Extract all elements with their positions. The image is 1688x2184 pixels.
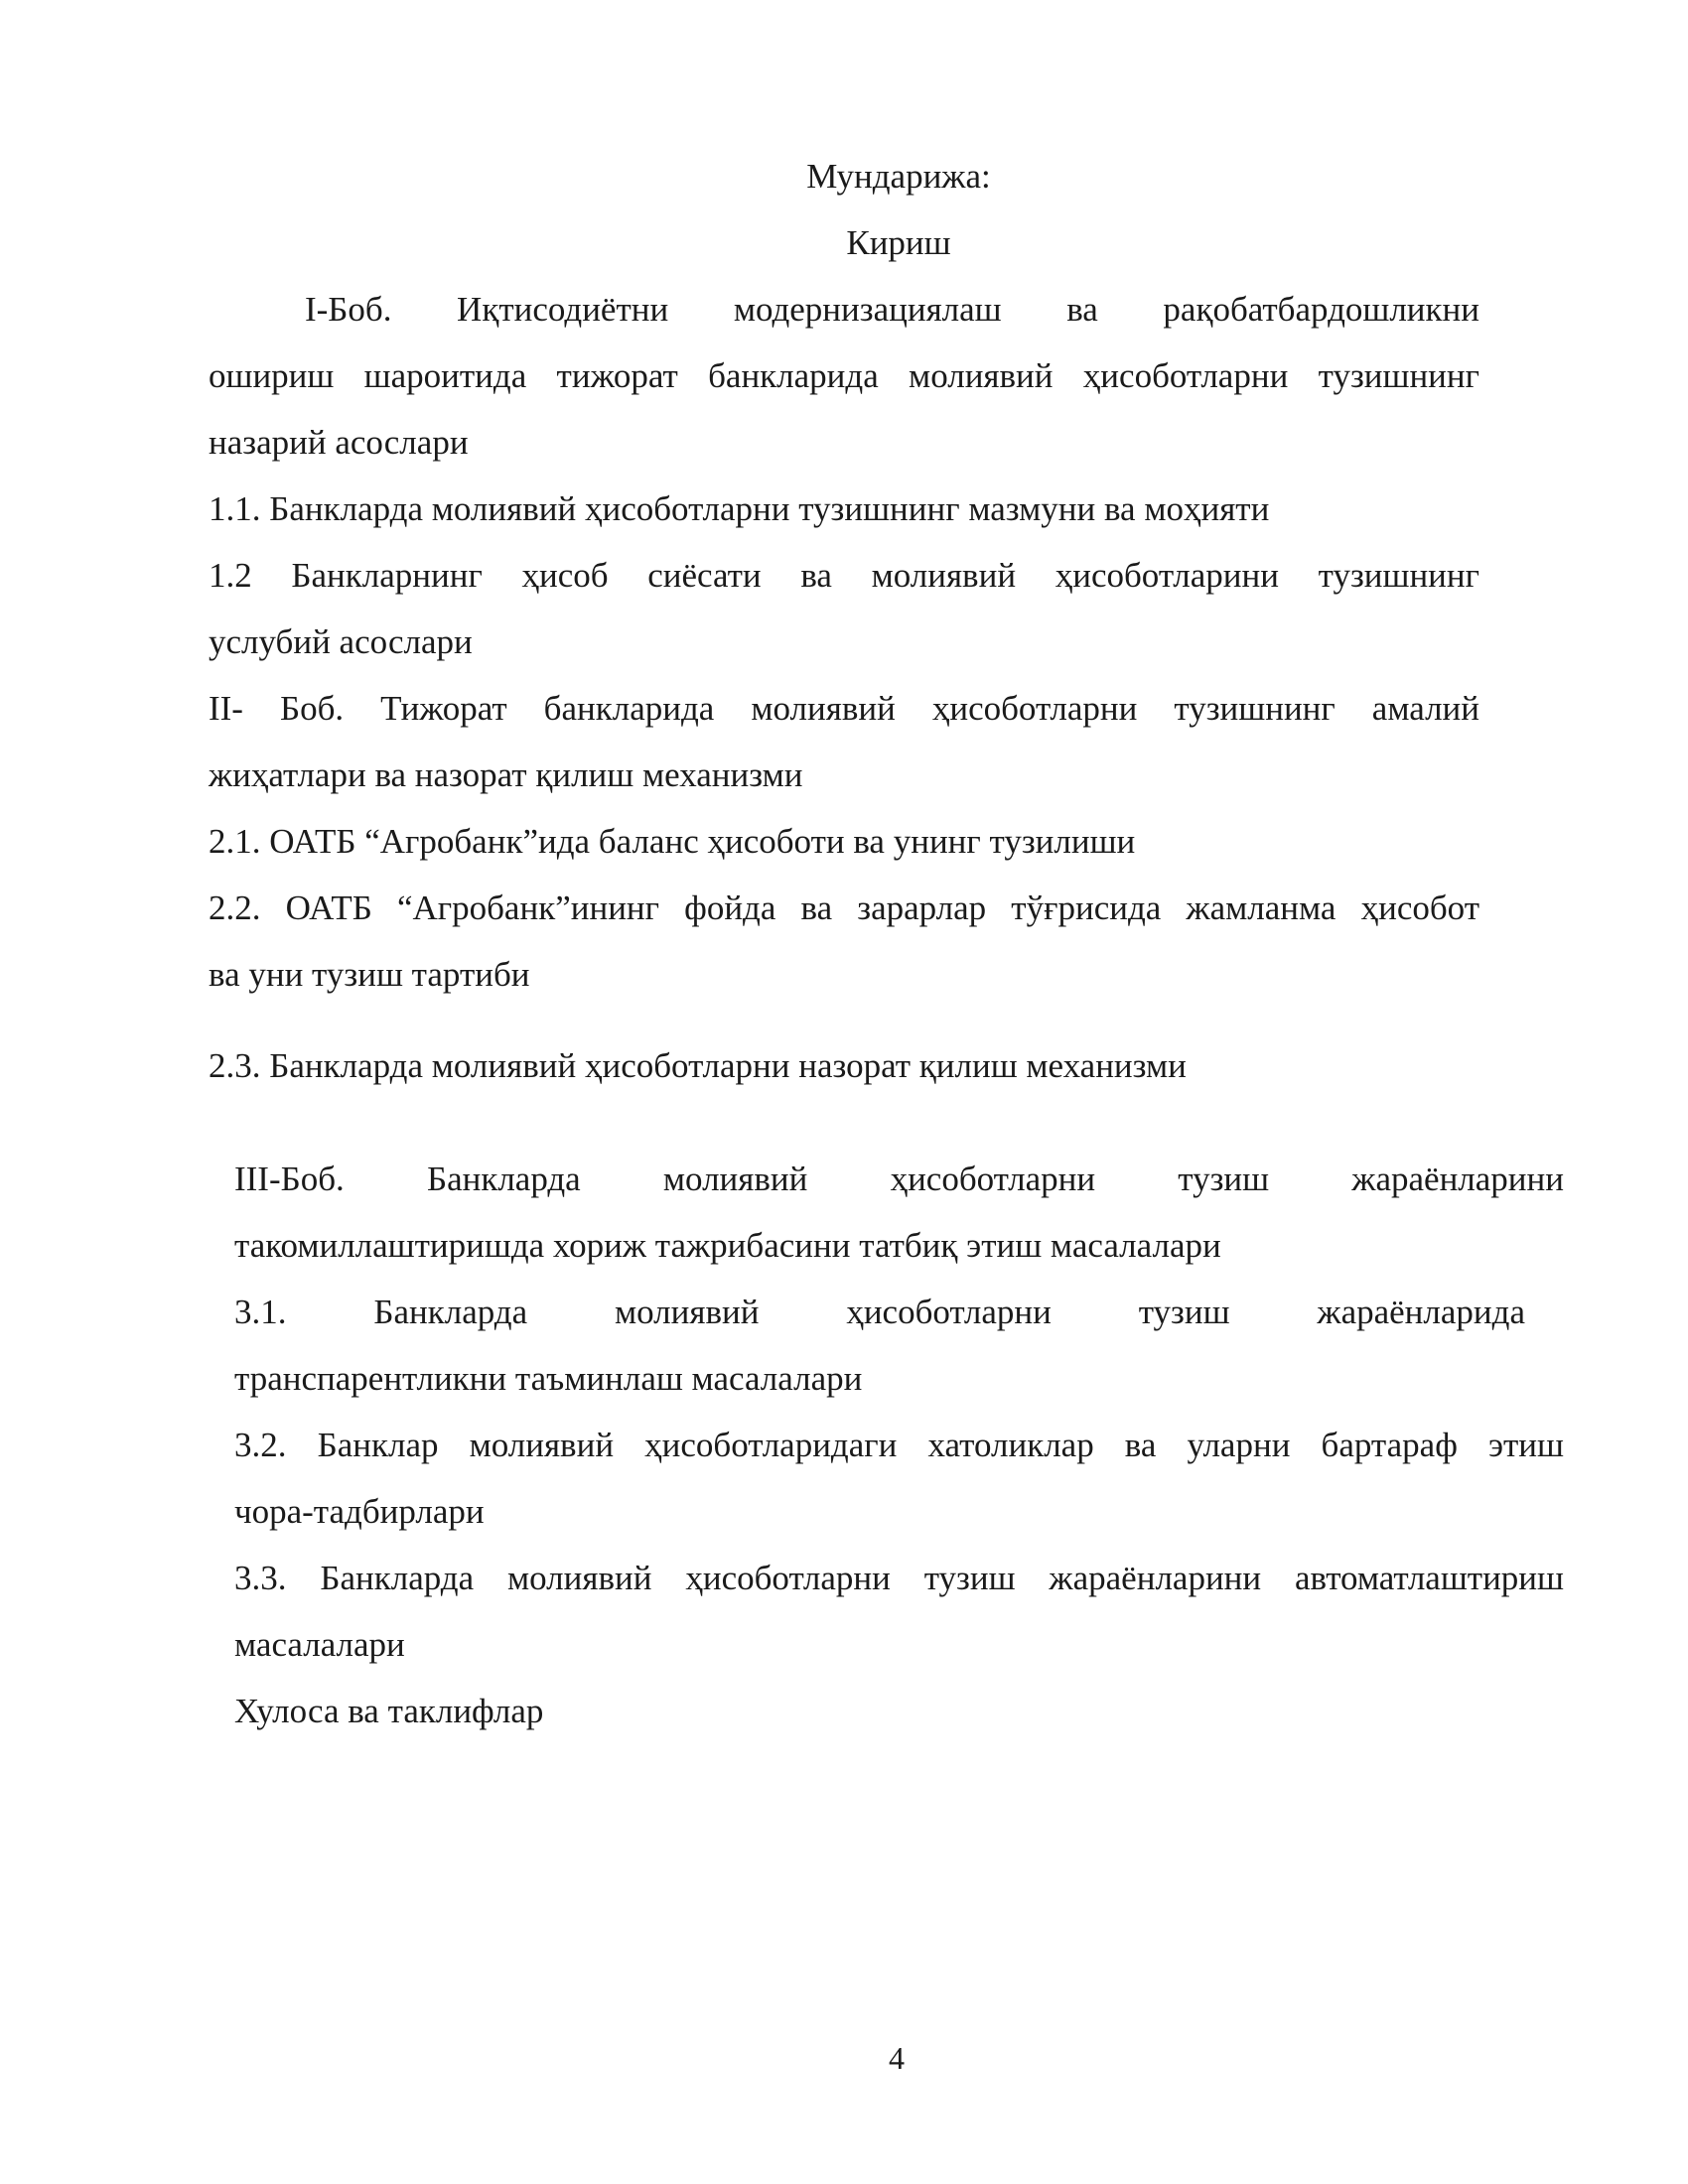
toc-chapter-1-line-2: ошириш шароитида тижорат банкларида молиявий ҳисоботларни тузишнинг — [209, 356, 1479, 395]
page-number: 4 — [889, 2040, 905, 2076]
toc-chapter-2-line-2: жиҳатлари ва назорат қилиш механизми — [209, 755, 803, 794]
toc-section-3-2-line-1: 3.2. Банклар молиявий ҳисоботларидаги хатоликлар ва уларни бартараф этиш — [234, 1426, 1564, 1464]
toc-chapter-1-line-1: I-Боб. Иқтисодиётни модернизациялаш ва рақобатбардошликни — [305, 290, 1479, 329]
toc-chapter-3-line-1: III-Боб. Банкларда молиявий ҳисоботларни тузиш жараёнларини — [234, 1160, 1564, 1198]
toc-chapter-3-line-2: такомиллаштиришда хориж тажрибасини татбиқ этиш масалалари — [234, 1226, 1221, 1265]
toc-section-3-3-line-2: масалалари — [234, 1625, 405, 1664]
toc-introduction: Кириш — [846, 223, 951, 262]
toc-chapter-1-line-3: назарий асослари — [209, 423, 469, 462]
toc-section-1-2-line-2: услубий асослари — [209, 622, 473, 661]
toc-section-2-1: 2.1. ОАТБ “Агробанк”ида баланс ҳисоботи ва унинг тузилиши — [209, 822, 1136, 861]
toc-section-2-3: 2.3. Банкларда молиявий ҳисоботларни назорат қилиш механизми — [209, 1046, 1187, 1085]
toc-section-3-3-line-1: 3.3. Банкларда молиявий ҳисоботларни тузиш жараёнларини автоматлаштириш — [234, 1559, 1564, 1597]
toc-conclusion: Хулоса ва таклифлар — [234, 1692, 544, 1730]
toc-section-1-1: 1.1. Банкларда молиявий ҳисоботларни тузишнинг мазмуни ва моҳияти — [209, 489, 1270, 528]
toc-chapter-2-line-1: II- Боб. Тижорат банкларида молиявий ҳисоботларни тузишнинг амалий — [209, 689, 1479, 728]
toc-section-3-1-line-1: 3.1. Банкларда молиявий ҳисоботларни тузиш жараёнларида — [234, 1293, 1525, 1331]
toc-title: Мундарижа: — [806, 157, 991, 196]
toc-section-3-2-line-2: чора-тадбирлари — [234, 1492, 485, 1531]
toc-section-1-2-line-1: 1.2 Банкларнинг ҳисоб сиёсати ва молиявий ҳисоботларини тузишнинг — [209, 556, 1479, 595]
toc-section-2-2-line-1: 2.2. ОАТБ “Агробанк”ининг фойда ва зарарлар тўғрисида жамланма ҳисобот — [209, 888, 1479, 927]
toc-section-3-1-line-2: транспарентликни таъминлаш масалалари — [234, 1359, 863, 1398]
toc-section-2-2-line-2: ва уни тузиш тартиби — [209, 955, 530, 994]
